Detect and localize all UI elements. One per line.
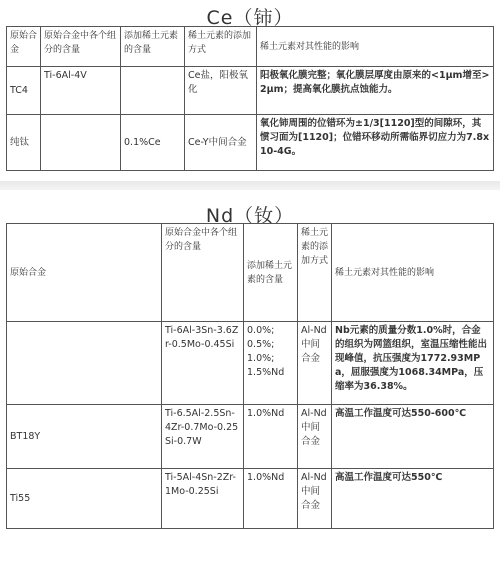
table-cell: Al-Nd中间合金 (298, 322, 332, 405)
header-cell: 原始合金 (7, 224, 162, 322)
table-cell: Ti-5Al-4Sn-2Zr-1Mo-0.25Si (162, 469, 244, 529)
table-cell (41, 115, 121, 171)
table-cell: Ti55 (7, 469, 162, 529)
table-cell: 阳极氧化膜完整；氧化膜层厚度由原来的<1μm增至>2μm；提高氧化膜抗点蚀能力。 (257, 67, 494, 115)
ce-section-title: Ce（铈） (206, 7, 294, 29)
nd-header-row (7, 224, 494, 322)
table-cell (7, 322, 162, 405)
header-cell: 稀土元素对其性能的影响 (332, 224, 494, 322)
table-row (7, 405, 494, 469)
section-divider (0, 181, 500, 190)
table-row (7, 322, 494, 405)
table-cell: 高温工作温度可达550-600℃ (332, 405, 494, 469)
table-cell: 高温工作温度可达550℃ (332, 469, 494, 529)
table-cell: Ce盐，阳极氧化 (185, 67, 257, 115)
table-cell: 1.0%Nd (244, 469, 298, 529)
nd-table (6, 223, 494, 529)
table-cell (121, 67, 185, 115)
nd-section-title: Nd（钕） (205, 205, 295, 227)
header-cell: 添加稀土元素的含量 (244, 224, 298, 322)
header-cell: 稀土元素对其性能的影响 (257, 27, 494, 67)
table-cell: TC4 (7, 67, 41, 115)
header-cell: 原始合金中各个组分的含量 (162, 224, 244, 322)
table-cell: Ti-6Al-3Sn-3.6Zr-0.5Mo-0.45Si (162, 322, 244, 405)
header-cell: 稀土元素的添加方式 (298, 224, 332, 322)
header-cell: 添加稀土元素的含量 (121, 27, 185, 67)
table-cell: 0.0%; 0.5%; 1.0%; 1.5%Nd (244, 322, 298, 405)
ce-table (6, 26, 494, 171)
table-cell: Al-Nd中间合金 (298, 405, 332, 469)
table-cell: Ti-6Al-4V (41, 67, 121, 115)
header-cell: 原始合金 (7, 27, 41, 67)
table-cell: 1.0%Nd (244, 405, 298, 469)
header-cell: 稀土元素的添加方式 (185, 27, 257, 67)
table-cell: 0.1%Ce (121, 115, 185, 171)
table-row (7, 67, 494, 115)
ce-header-row (7, 27, 494, 67)
header-cell: 原始合金中各个组分的含量 (41, 27, 121, 67)
table-cell: Al-Nd中间合金 (298, 469, 332, 529)
table-cell: Ce-Y中间合金 (185, 115, 257, 171)
table-cell: Nb元素的质量分数1.0%时，合金的组织为网篮组织，室温压缩性能出现峰值，抗压强度为1772.93MPa，屈服强度为1068.34MPa，压缩率为36.38%。 (332, 322, 494, 405)
table-cell: BT18Y (7, 405, 162, 469)
table-cell: 纯钛 (7, 115, 41, 171)
table-row (7, 469, 494, 529)
table-cell: Ti-6.5Al-2.5Sn-4Zr-0.7Mo-0.25Si-0.7W (162, 405, 244, 469)
table-cell: 氧化铈周围的位错环为±1/3[1120]型的间隙环，其惯习面为[1120]；位错环移动所需临界切应力为7.8x10-4G。 (257, 115, 494, 171)
table-row (7, 115, 494, 171)
